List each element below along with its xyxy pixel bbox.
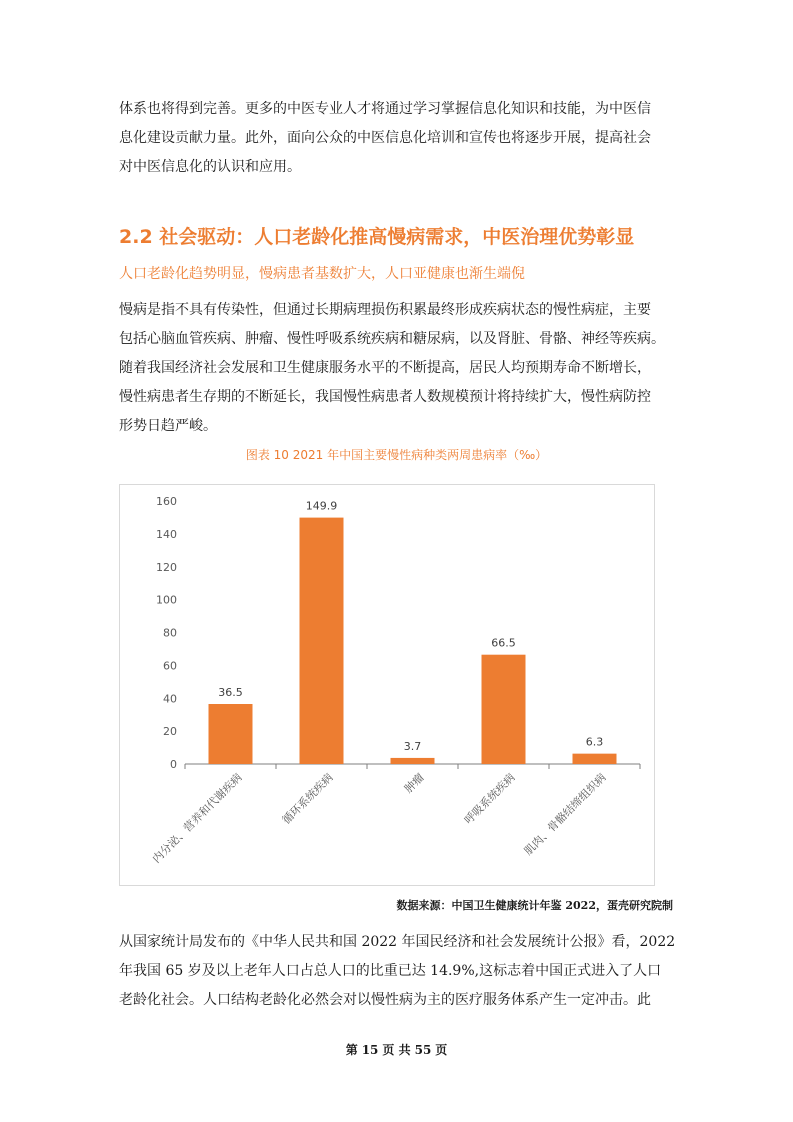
footer-suffix: 页	[435, 1043, 448, 1057]
paragraph-line: 形势日趋严峻。	[119, 418, 217, 434]
chart-source-note: 数据来源：中国卫生健康统计年鉴 2022，蛋壳研究院制	[396, 899, 673, 912]
x-tick-label: 肌肉、骨骼结缔组织病	[521, 770, 609, 858]
y-tick-label: 20	[163, 725, 177, 739]
paragraph-line: 包括心脑血管疾病、肿瘤、慢性呼吸系统疾病和糖尿病，以及肾脏、骨骼、神经等疾病。	[119, 331, 665, 347]
paragraph-line: 慢病是指不具有传染性，但通过长期病理损伤积累最终形成疾病状态的慢性病症，主要	[119, 302, 651, 318]
chronic-disease-paragraph	[119, 296, 675, 441]
paragraph-line: 对中医信息化的认识和应用。	[119, 159, 301, 175]
data-label: 36.5	[218, 686, 243, 700]
aging-paragraph	[119, 928, 675, 1015]
paragraph-line: 息化建设贡献力量。此外，面向公众的中医信息化培训和宣传也将逐步开展，提高社会	[119, 130, 651, 146]
paragraph-line: 老龄化社会。人口结构老龄化必然会对以慢性病为主的医疗服务体系产生一定冲击。此	[119, 992, 651, 1008]
data-label: 149.9	[305, 499, 338, 513]
y-tick-label: 160	[156, 495, 177, 508]
page-footer	[0, 1041, 793, 1058]
data-label: 66.5	[491, 636, 516, 650]
intro-paragraph	[119, 95, 675, 182]
bar	[482, 655, 526, 764]
bar	[300, 518, 344, 764]
y-tick-label: 0	[170, 758, 177, 771]
y-tick-label: 140	[156, 527, 177, 541]
bar	[209, 704, 253, 764]
y-tick-label: 80	[163, 626, 177, 640]
bar	[573, 754, 617, 764]
data-label: 3.7	[403, 739, 422, 753]
paragraph-line: 慢性病患者生存期的不断延长，我国慢性病患者人数规模预计将持续扩大，慢性病防控	[119, 389, 651, 405]
data-label: 6.3	[585, 735, 604, 749]
footer-mid: 页 共	[382, 1043, 411, 1057]
section-subheading: 人口老龄化趋势明显，慢病患者基数扩大，人口亚健康也渐生端倪	[119, 266, 525, 282]
y-tick-label: 100	[156, 593, 177, 607]
page-number: 15	[361, 1043, 379, 1057]
y-tick-label: 60	[163, 659, 177, 673]
paragraph-line: 年我国 65 岁及以上老年人口占总人口的比重已达 14.9%,这标志着中国正式进入了人口	[119, 963, 662, 979]
y-tick-label: 40	[163, 692, 177, 706]
page-total: 55	[414, 1043, 432, 1057]
x-tick-label: 肿瘤	[401, 770, 427, 796]
paragraph-line: 体系也将得到完善。更多的中医专业人才将通过学习掌握信息化知识和技能，为中医信	[119, 101, 651, 117]
x-tick-label: 内分泌、营养和代谢疾病	[149, 770, 245, 866]
footer-prefix: 第	[345, 1043, 358, 1057]
y-tick-label: 120	[156, 560, 177, 574]
paragraph-line: 从国家统计局发布的《中华人民共和国 2022 年国民经济和社会发展统计公报》看，2022	[119, 934, 676, 950]
bar-chart	[119, 484, 655, 886]
paragraph-line: 随着我国经济社会发展和卫生健康服务水平的不断提高，居民人均预期寿命不断增长，	[119, 360, 651, 376]
x-tick-label: 呼吸系统疾病	[461, 770, 518, 827]
chart-title: 图表 10 2021 年中国主要慢性病种类两周患病率（‰）	[245, 448, 548, 462]
x-tick-label: 循环系统疾病	[279, 770, 336, 827]
section-heading: 2.2 社会驱动：人口老龄化推高慢病需求，中医治理优势彰显	[119, 226, 635, 248]
bar	[391, 758, 435, 764]
